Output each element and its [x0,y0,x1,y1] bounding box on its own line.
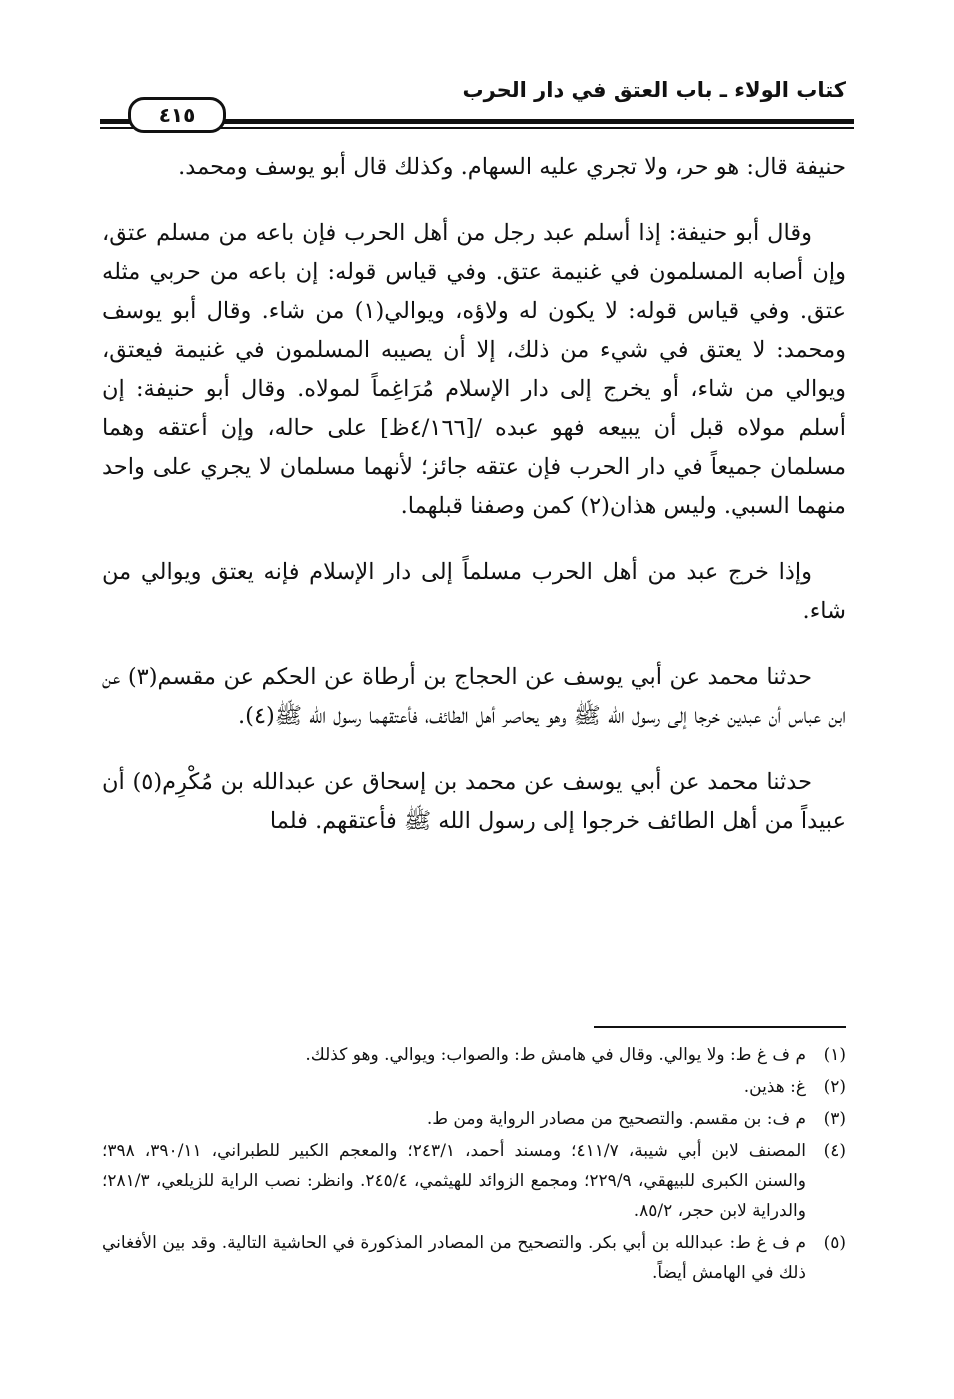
paragraph: حدثنا محمد عن أبي يوسف عن الحجاج بن أرطاة عن الحكم عن مقسم(٣) عن ابن عباس أن عبدين خرجا إلى رسول الله ﷺ وهو يحاصر أهل الطائف، فأعتقهما رسول الله ﷺ(٤). [102,664,846,729]
paragraph: وإذا خرج عبد من أهل الحرب مسلماً إلى دار الإسلام فإنه يعتق ويوالي من شاء. [102,559,846,624]
page-number: ٤١٥ [128,97,226,133]
footnote-number: (٥) [823,1233,846,1253]
footnote-text: المصنف لابن أبي شيبة، ٤١١/٧؛ ومسند أحمد، ٢٤٣/١؛ والمعجم الكبير للطبراني، ٣٩٠/١١، ٣٩٨؛ والسنن الكبرى للبيهقي، ٢٢٩/٩؛ ومجمع الزوائد للهيثمي، ٢٤٥/٤. وانظر: نصب الراية للزيلعي، ٢٨١/٣؛ والدراية لابن حجر، ٨٥/٢. [102,1141,807,1221]
footnote-text: غ: هذين. [743,1077,806,1097]
main-text [102,148,846,868]
footnote-item [102,1228,846,1288]
footnote-separator [594,1026,846,1028]
footnote-item [102,1104,846,1134]
paragraph: حنيفة قال: هو حر، ولا تجري عليه السهام. وكذلك قال أبو يوسف ومحمد. [178,154,846,180]
running-header-title: كتاب الولاء ـ باب العتق في دار الحرب [462,78,846,102]
footnote-number: (٤) [823,1141,846,1161]
paragraph: حدثنا محمد عن أبي يوسف عن محمد بن إسحاق عن عبدالله بن مُكْرِم(٥) أن عبيداً من أهل الطائف خرجوا إلى رسول الله ﷺ فأعتقهم. فلما [102,769,846,834]
footnote-number: (١) [823,1045,846,1065]
footnote-item [102,1072,846,1102]
footnote-item [102,1136,846,1226]
footnotes [102,1040,846,1290]
footnote-text: م ف غ ط: عبدالله بن أبي بكر. والتصحيح من المصادر المذكورة في الحاشية التالية. وقد بين الأفغاني ذلك في الهامش أيضاً. [102,1233,806,1283]
footnote-item [102,1040,846,1070]
footnote-text: م ف: بن مقسم. والتصحيح من مصادر الرواية ومن ط. [426,1109,806,1129]
paragraph: وقال أبو حنيفة: إذا أسلم عبد رجل من أهل الحرب فإن باعه من مسلم عتق، وإن أصابه المسلمون في غنيمة عتق. وفي قياس قوله: إن باعه من حربي مثله عتق. وفي قياس قوله: لا يكون له ولاؤه، ويوالي(١) من شاء. وقال أبو يوسف ومحمد: لا يعتق في شيء من ذلك، إلا أن يصيبه المسلمون في غنيمة فيعتق، ويوالي من شاء، أو يخرج إلى دار الإسلام مُرَاغِماً لمولاه. وقال أبو حنيفة: إن أسلم مولاه قبل أن يبيعه فهو عبده /[٤/١٦٦ظ] على حاله، وإن أعتقه وهما مسلمان جميعاً في دار الحرب فإن عتقه جائز؛ لأنهما مسلمان لا يجري على واحد منهما السبي. وليس هذان(٢) كمن وصفنا قبلهما. [102,220,846,519]
footnote-text: م ف غ ط: ولا يوالي. وقال في هامش ط: والصواب: ويوالي. وهو كذلك. [305,1045,806,1065]
footnote-number: (٢) [823,1077,846,1097]
footnote-number: (٣) [823,1109,846,1129]
